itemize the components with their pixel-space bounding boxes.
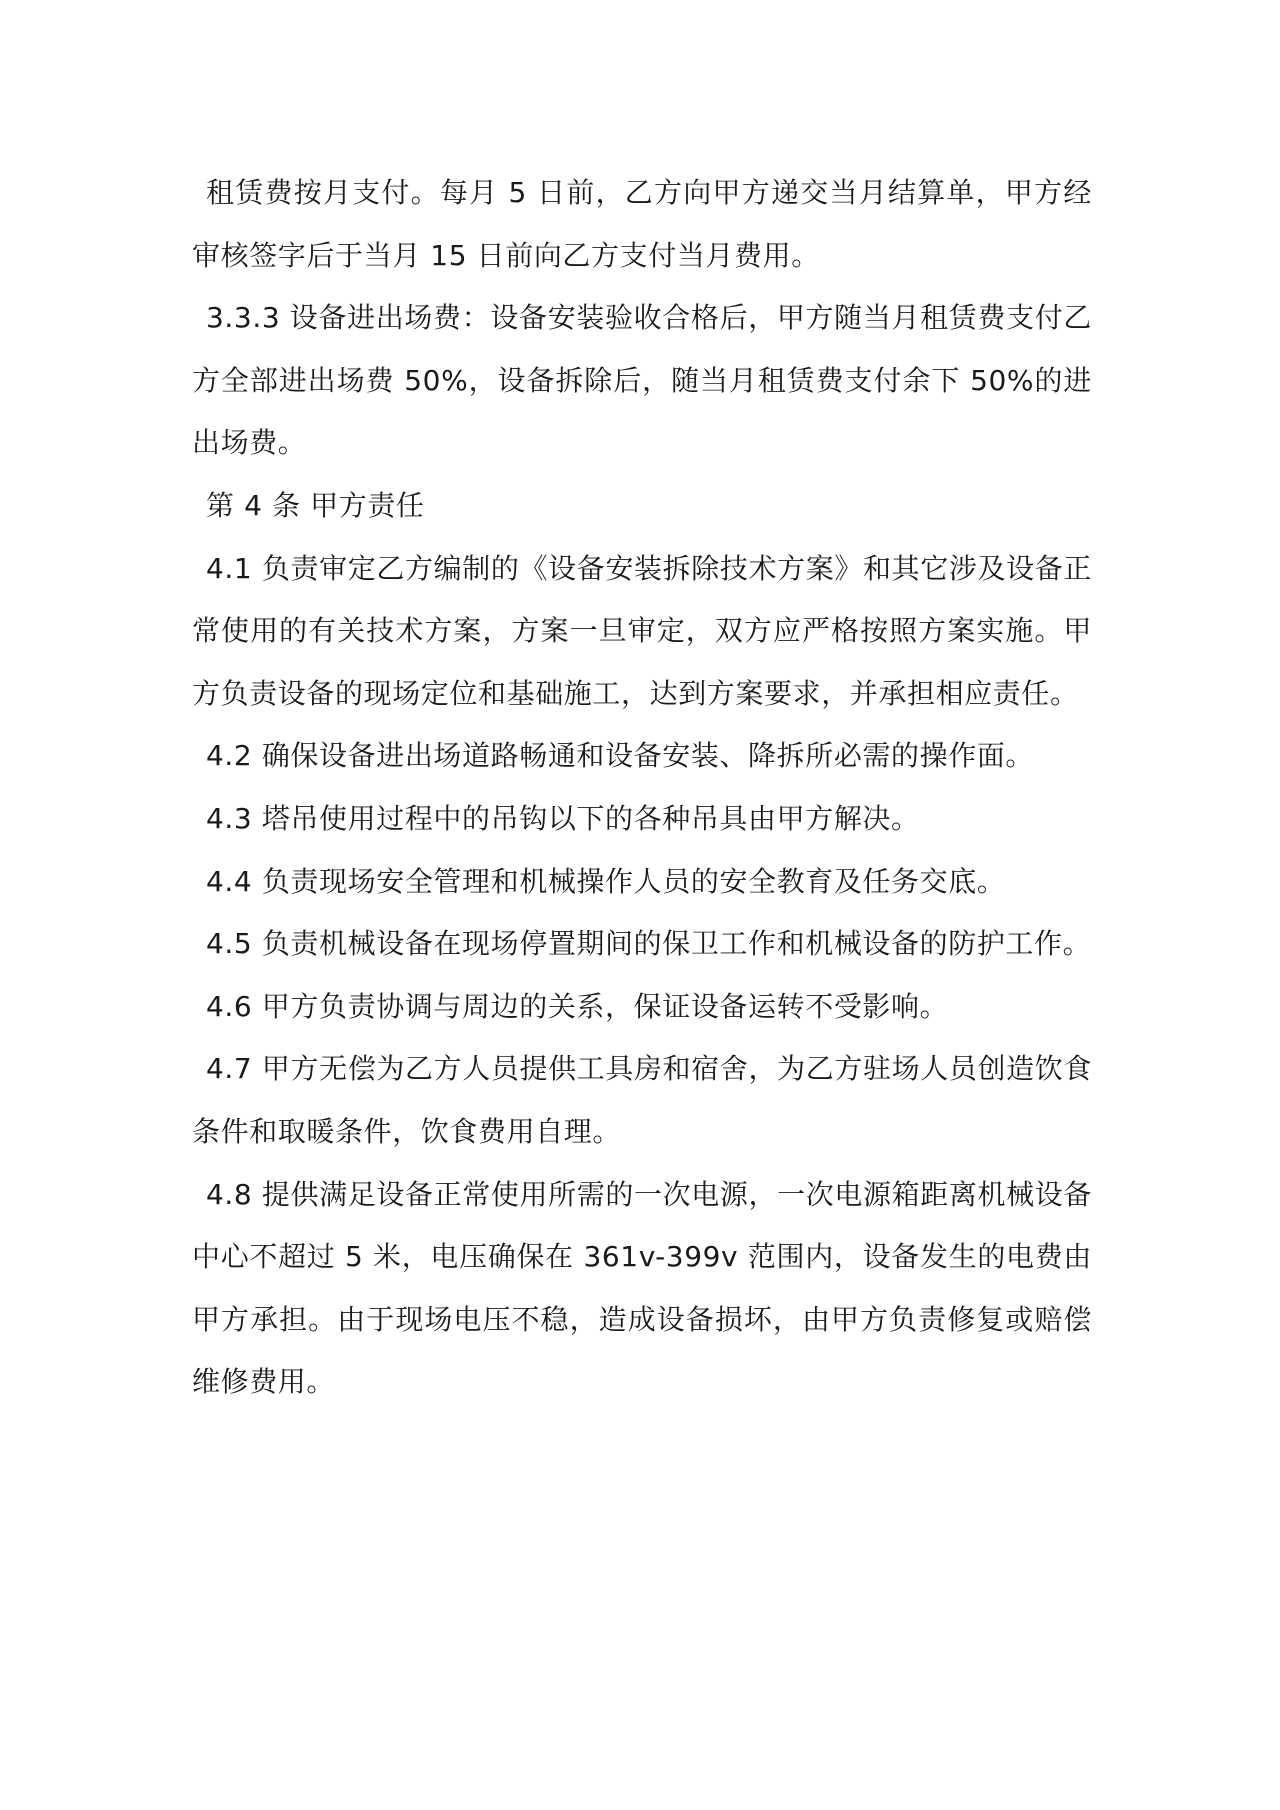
paragraph-4-7: 4.7 甲方无偿为乙方人员提供工具房和宿舍，为乙方驻场人员创造饮食条件和取暖条件，饮食费用自理。 [192, 1052, 1092, 1148]
paragraph-3-3-3-entry-exit-fee: 3.3.3 设备进出场费：设备安装验收合格后，甲方随当月租赁费支付乙方全部进出场费 50%，设备拆除后，随当月租赁费支付余下 50%的进出场费。 [192, 301, 1092, 460]
paragraph-4-6: 4.6 甲方负责协调与周边的关系，保证设备运转不受影响。 [206, 989, 949, 1023]
paragraph-4-3: 4.3 塔吊使用过程中的吊钩以下的各种吊具由甲方解决。 [206, 801, 920, 835]
document-body [192, 162, 1092, 1414]
paragraph-4-8: 4.8 提供满足设备正常使用所需的一次电源，一次电源箱距离机械设备中心不超过 5 米，电压确保在 361v-399v 范围内，设备发生的电费由甲方承担。由于现场电压不稳，造成设备损坏，由甲方负责修复或赔偿维修费用。 [192, 1177, 1092, 1399]
paragraph-4-2: 4.2 确保设备进出场道路畅通和设备安装、降拆所必需的操作面。 [206, 739, 1035, 773]
section-heading-article-4: 第 4 条 甲方责任 [206, 488, 425, 522]
paragraph-4-5: 4.5 负责机械设备在现场停置期间的保卫工作和机械设备的防护工作。 [206, 927, 1092, 961]
paragraph-4-4: 4.4 负责现场安全管理和机械操作人员的安全教育及任务交底。 [206, 864, 1006, 898]
paragraph-rent-payment: 租赁费按月支付。每月 5 日前，乙方向甲方递交当月结算单，甲方经审核签字后于当月 15 日前向乙方支付当月费用。 [192, 176, 1092, 272]
paragraph-4-1: 4.1 负责审定乙方编制的《设备安装拆除技术方案》和其它涉及设备正常使用的有关技术方案，方案一旦审定，双方应严格按照方案实施。甲方负责设备的现场定位和基础施工，达到方案要求，并承担相应责任。 [192, 551, 1092, 710]
